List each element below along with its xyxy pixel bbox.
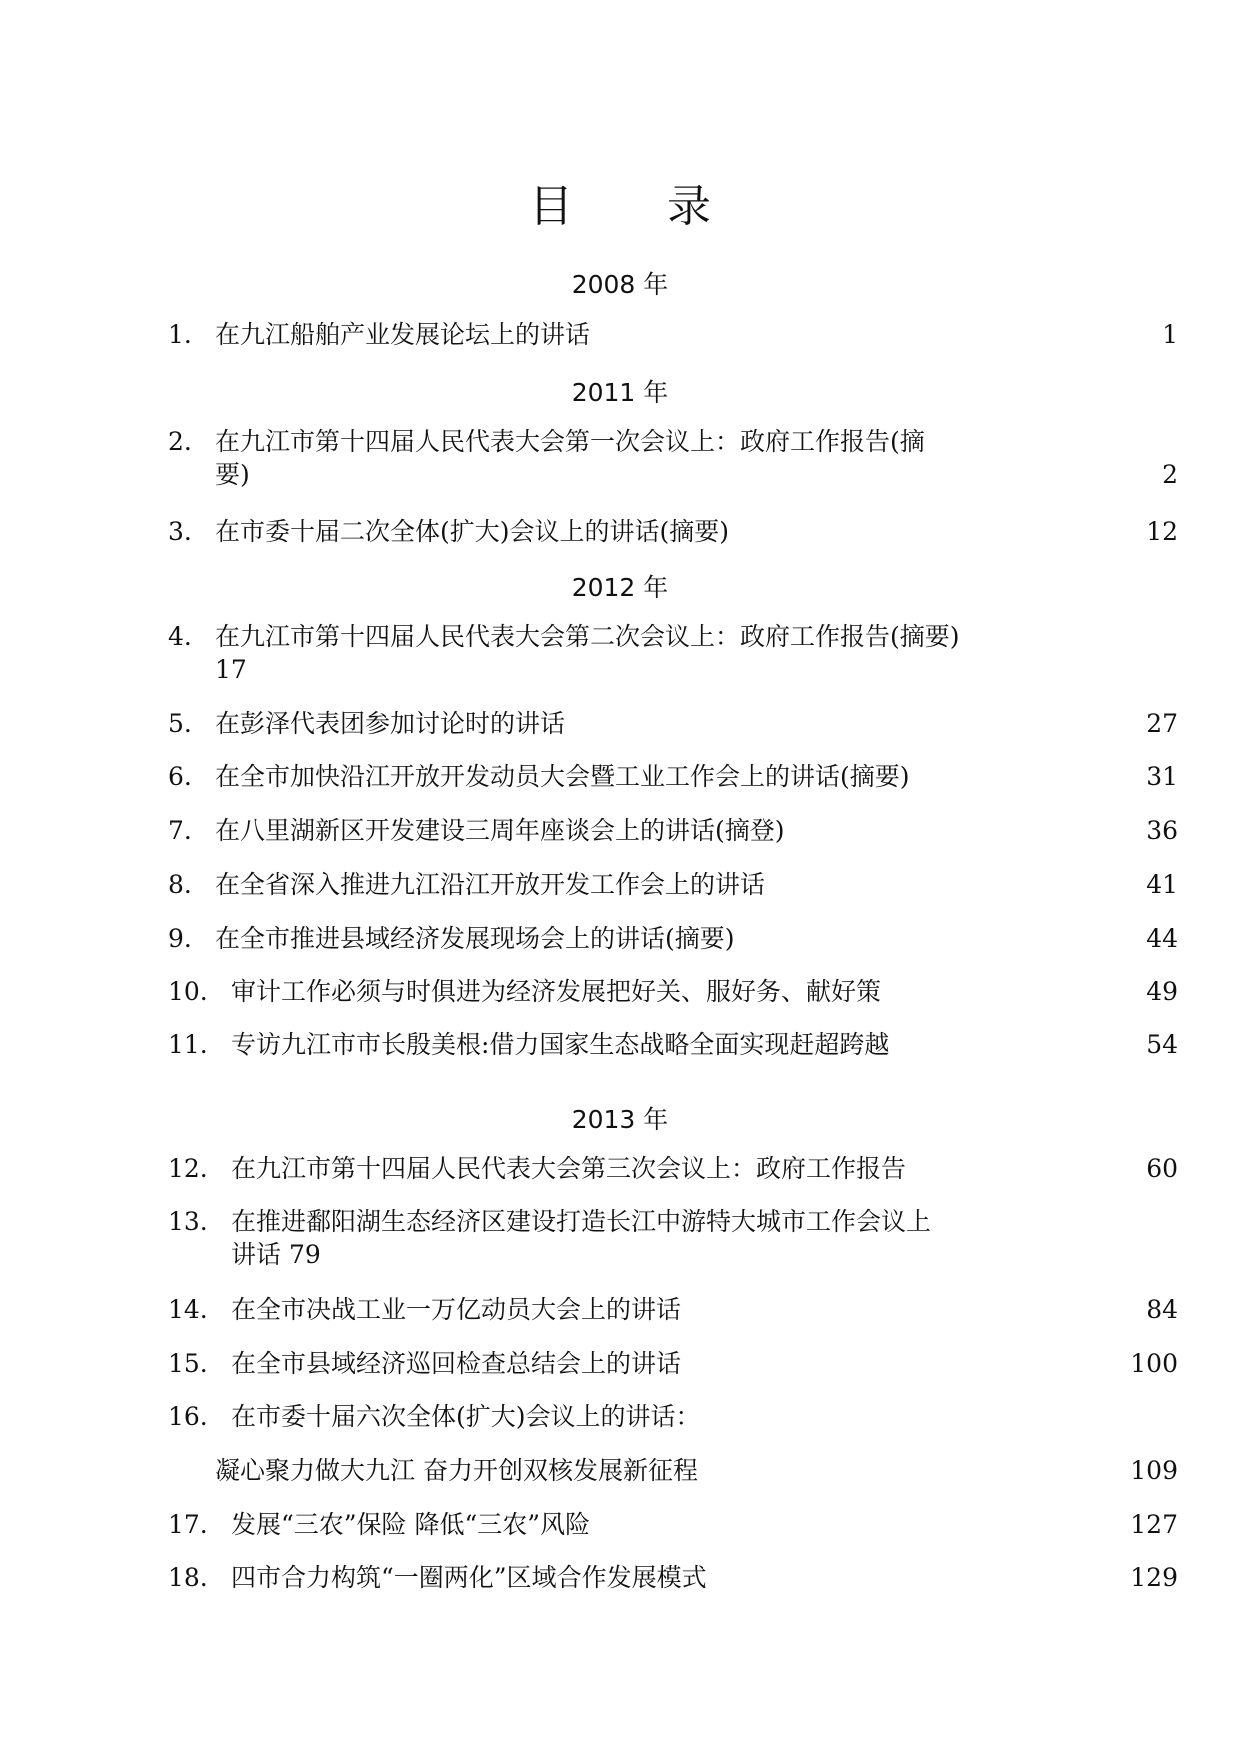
toc-entry[interactable] <box>168 814 1178 847</box>
toc-entry-title: 在推进鄱阳湖生态经济区建设打造长江中游特大城市工作会议上 <box>231 1207 932 1236</box>
toc-entry-number: 2. <box>168 427 192 456</box>
toc-entry-title: 在市委十届六次全体(扩大)会议上的讲话： <box>231 1402 701 1431</box>
toc-entry-number: 13. <box>168 1207 208 1236</box>
toc-entry-number: 10. <box>168 977 208 1006</box>
toc-entry-page-number: 49 <box>1146 977 1178 1006</box>
toc-entry-title: 在全市县域经济巡回检查总结会上的讲话 <box>231 1349 682 1378</box>
toc-entry-title: 在全市推进县域经济发展现场会上的讲话(摘要) <box>215 924 735 953</box>
toc-entry-title: 在九江市第十四届人民代表大会第二次会议上：政府工作报告(摘要) <box>215 622 960 651</box>
toc-entry-page-number: 109 <box>1130 1456 1178 1485</box>
toc-entry[interactable] <box>168 1561 1178 1594</box>
toc-entry-number: 18. <box>168 1563 208 1592</box>
toc-entry-number: 6. <box>168 762 192 791</box>
toc-entry[interactable] <box>168 1028 1178 1061</box>
toc-entry[interactable] <box>168 318 1178 351</box>
toc-entry-page-number: 31 <box>1146 762 1178 791</box>
toc-entry-page-number: 84 <box>1146 1295 1178 1324</box>
toc-entry[interactable] <box>168 515 1178 548</box>
toc-entry[interactable] <box>168 620 1178 686</box>
toc-entry[interactable] <box>168 975 1178 1008</box>
toc-entry-number: 16. <box>168 1402 208 1431</box>
toc-entry-title: 审计工作必须与时俱进为经济发展把好关、服好务、献好策 <box>231 977 882 1006</box>
toc-entry-page-number: 2 <box>1162 460 1178 489</box>
toc-entry-page-number: 27 <box>1146 709 1178 738</box>
toc-entry-title: 在全省深入推进九江沿江开放开发工作会上的讲话 <box>215 870 766 899</box>
toc-entry-page-number: 41 <box>1146 870 1178 899</box>
section-year-heading: 2013 年 <box>571 1105 669 1134</box>
toc-entry-title: 四市合力构筑“一圈两化”区域合作发展模式 <box>231 1563 707 1592</box>
toc-entry-title: 在全市决战工业一万亿动员大会上的讲话 <box>231 1295 682 1324</box>
toc-entry[interactable] <box>168 707 1178 740</box>
toc-entry-title: 在八里湖新区开发建设三周年座谈会上的讲话(摘登) <box>215 816 785 845</box>
toc-entry[interactable] <box>168 1152 1178 1185</box>
toc-entry-title: 在九江船舶产业发展论坛上的讲话 <box>215 320 591 349</box>
toc-entry-page-number: 12 <box>1146 517 1178 546</box>
toc-entry[interactable] <box>168 922 1178 955</box>
section-year-heading: 2012 年 <box>571 573 669 602</box>
toc-entry-number: 1. <box>168 320 192 349</box>
toc-entry-title: 专访九江市市长殷美根:借力国家生态战略全面实现赶超跨越 <box>231 1030 890 1059</box>
toc-entry[interactable] <box>168 1400 1178 1433</box>
toc-entry-title: 在彭泽代表团参加讨论时的讲话 <box>215 709 566 738</box>
toc-entry-title: 在九江市第十四届人民代表大会第一次会议上：政府工作报告(摘 <box>215 427 925 456</box>
toc-entry-number: 12. <box>168 1154 208 1183</box>
toc-entry[interactable] <box>168 1205 1178 1271</box>
toc-entry-number: 5. <box>168 709 192 738</box>
toc-entry-number: 17. <box>168 1510 208 1539</box>
section-year-heading: 2008 年 <box>571 270 669 299</box>
toc-entry-page-number: 127 <box>1130 1510 1178 1539</box>
toc-entry[interactable] <box>168 1454 1178 1487</box>
toc-entry[interactable] <box>168 760 1178 793</box>
toc-entry-number: 4. <box>168 622 192 651</box>
toc-entry[interactable] <box>168 1347 1178 1380</box>
toc-entry-number: 9. <box>168 924 192 953</box>
toc-entry[interactable] <box>168 425 1178 491</box>
toc-entry-title-continued: 讲话 79 <box>231 1240 321 1269</box>
toc-entry-number: 11. <box>168 1030 208 1059</box>
section-year-heading: 2011 年 <box>571 378 669 407</box>
toc-entry-number: 14. <box>168 1295 208 1324</box>
toc-entry-page-number: 1 <box>1162 320 1178 349</box>
toc-entry-title: 在市委十届二次全体(扩大)会议上的讲话(摘要) <box>215 517 730 546</box>
toc-entry-page-number: 36 <box>1146 816 1178 845</box>
toc-entry-title: 在九江市第十四届人民代表大会第三次会议上：政府工作报告 <box>231 1154 907 1183</box>
toc-entry[interactable] <box>168 1293 1178 1326</box>
toc-entry-title-continued: 17 <box>215 655 247 684</box>
toc-entry-page-number: 54 <box>1146 1030 1178 1059</box>
toc-entry-number: 8. <box>168 870 192 899</box>
toc-entry-page-number: 44 <box>1146 924 1178 953</box>
toc-entry-page-number: 100 <box>1130 1349 1178 1378</box>
toc-entry-page-number: 129 <box>1130 1563 1178 1592</box>
toc-entry[interactable] <box>168 868 1178 901</box>
toc-entry-title: 发展“三农”保险 降低“三农”风险 <box>231 1510 591 1539</box>
toc-entry-number: 7. <box>168 816 192 845</box>
toc-title: 目 录 <box>529 181 751 232</box>
toc-entry-number: 3. <box>168 517 192 546</box>
toc-entry-title-continued: 要) <box>215 460 250 489</box>
toc-entry-page-number: 60 <box>1146 1154 1178 1183</box>
toc-entry-number: 15. <box>168 1349 208 1378</box>
toc-entry-title: 凝心聚力做大九江 奋力开创双核发展新征程 <box>215 1456 698 1485</box>
toc-entry-title: 在全市加快沿江开放开发动员大会暨工业工作会上的讲话(摘要) <box>215 762 910 791</box>
toc-entry[interactable] <box>168 1508 1178 1541</box>
